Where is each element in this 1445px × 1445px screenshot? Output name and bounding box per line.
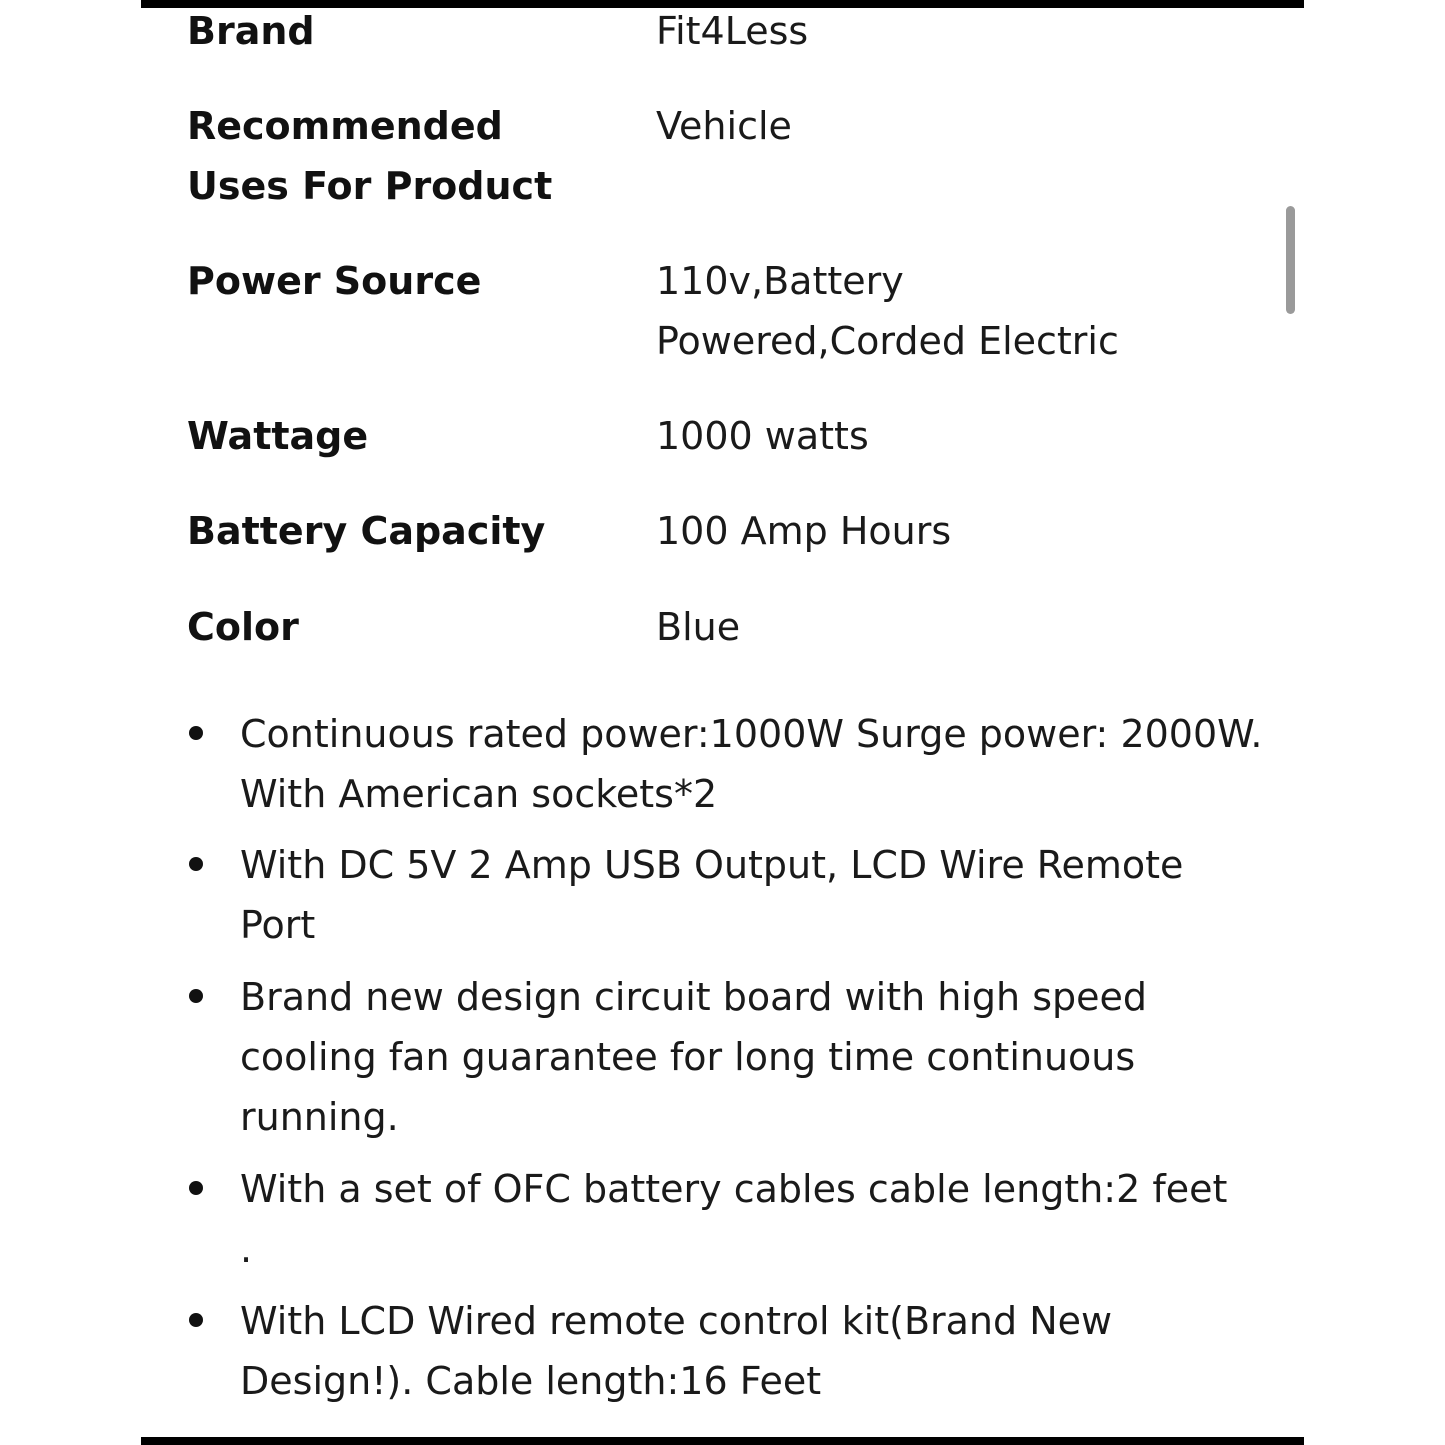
spec-label: Color <box>187 605 299 649</box>
spec-label: Battery Capacity <box>187 509 546 553</box>
spec-value: 100 Amp Hours <box>656 509 952 553</box>
bottom-border <box>141 1437 1304 1445</box>
spec-value: 1000 watts <box>656 414 869 458</box>
bullet-icon <box>189 1181 203 1195</box>
bullet-text: Continuous rated power:1000W Surge power: 2000W. With American sockets*2 <box>240 712 1263 816</box>
spec-value: Vehicle <box>656 104 792 148</box>
bullet-text: With DC 5V 2 Amp USB Output, LCD Wire Remote Port <box>240 843 1184 947</box>
spec-label: Recommended Uses For Product <box>187 104 553 208</box>
spec-label: Brand <box>187 9 315 53</box>
bullet-icon <box>189 1313 203 1327</box>
spec-label: Power Source <box>187 259 482 303</box>
scrollbar-thumb[interactable] <box>1286 206 1295 314</box>
spec-label: Wattage <box>187 414 369 458</box>
bullet-icon <box>189 989 203 1003</box>
spec-value: Blue <box>656 605 741 649</box>
bullet-text: With LCD Wired remote control kit(Brand New Design!). Cable length:16 Feet <box>240 1299 1113 1403</box>
spec-value: 110v,Battery Powered,Corded Electric <box>656 259 1119 363</box>
bullet-text: With a set of OFC battery cables cable length:2 feet . <box>240 1167 1228 1271</box>
bullet-text: Brand new design circuit board with high speed cooling fan guarantee for long time continuous running. <box>240 975 1148 1139</box>
bullet-icon <box>189 857 203 871</box>
spec-value: Fit4Less <box>656 9 809 53</box>
bullet-icon <box>189 726 203 740</box>
